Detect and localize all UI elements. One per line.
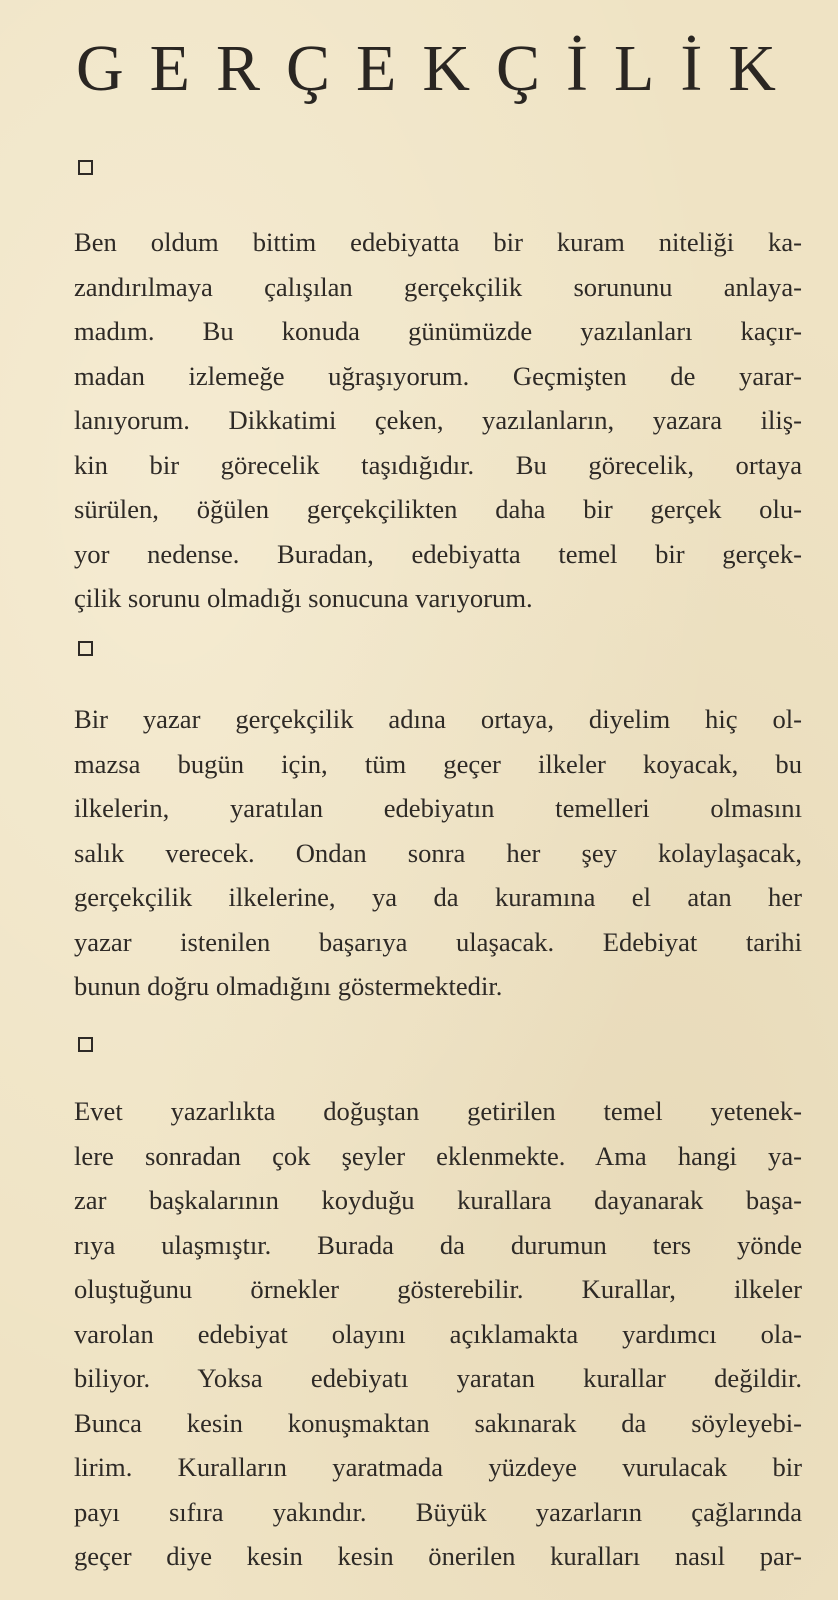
text-line: Bir yazar gerçekçilik adına ortaya, diyelim hiç ol- — [74, 704, 802, 734]
text-line: ilkelerin, yaratılan edebiyatın temelleri olmasını — [74, 793, 802, 823]
text-line: kin bir görecelik taşıdığıdır. Bu görecelik, ortaya — [74, 449, 802, 480]
text-line: zar başkalarının koyduğu kurallara dayanarak başa- — [74, 1185, 802, 1215]
text-line: sürülen, öğülen gerçekçilikten daha bir gerçek olu- — [74, 494, 802, 524]
text-line: salık verecek. Ondan sonra her şey kolaylaşacak, — [74, 837, 802, 868]
text-line: Bunca kesin konuşmaktan sakınarak da söyleyebi- — [74, 1407, 802, 1438]
text-line: madan izlemeğe uğraşıyorum. Geçmişten de yarar- — [74, 360, 802, 391]
text-line: bunun doğru olmadığını göstermektedir. — [74, 971, 503, 1001]
paragraph-3 — [74, 1089, 802, 1579]
text-line: mazsa bugün için, tüm geçer ilkeler koyacak, bu — [74, 748, 802, 779]
text-line: madım. Bu konuda günümüzde yazılanları kaçır- — [74, 316, 802, 346]
text-line: geçer diye kesin kesin önerilen kuralları nasıl par- — [74, 1541, 802, 1571]
text-line: varolan edebiyat olayını açıklamakta yardımcı ola- — [74, 1318, 802, 1349]
page-title: GERÇEKÇİLİK — [76, 32, 802, 105]
text-line: biliyor. Yoksa edebiyatı yaratan kurallar değildir. — [74, 1363, 802, 1393]
paragraph-1 — [74, 220, 802, 621]
text-line: lanıyorum. Dikkatimi çeken, yazılanların, yazara iliş- — [74, 405, 802, 435]
paragraph-2 — [74, 697, 802, 1009]
section-marker-2 — [78, 641, 93, 656]
section-marker-1 — [78, 160, 93, 175]
text-line: lirim. Kuralların yaratmada yüzdeye vurulacak bir — [74, 1452, 802, 1482]
text-line: oluştuğunu örnekler gösterebilir. Kurallar, ilkeler — [74, 1274, 802, 1304]
text-line: yazar istenilen başarıya ulaşacak. Edebiyat tarihi — [74, 926, 802, 957]
text-line: Ben oldum bittim edebiyatta bir kuram niteliği ka- — [74, 227, 802, 257]
text-line: çilik sorunu olmadığı sonucuna varıyorum. — [74, 583, 533, 613]
text-line: lere sonradan çok şeyler eklenmekte. Ama hangi ya- — [74, 1140, 802, 1171]
text-line: payı sıfıra yakındır. Büyük yazarların çağlarında — [74, 1496, 802, 1527]
text-line: rıya ulaşmıştır. Burada da durumun ters yönde — [74, 1229, 802, 1260]
text-line: yor nedense. Buradan, edebiyatta temel bir gerçek- — [74, 538, 802, 569]
text-line: zandırılmaya çalışılan gerçekçilik sorununu anlaya- — [74, 271, 802, 302]
text-line: gerçekçilik ilkelerine, ya da kuramına el atan her — [74, 882, 802, 912]
text-line: Evet yazarlıkta doğuştan getirilen temel yetenek- — [74, 1096, 802, 1126]
section-marker-3 — [78, 1037, 93, 1052]
